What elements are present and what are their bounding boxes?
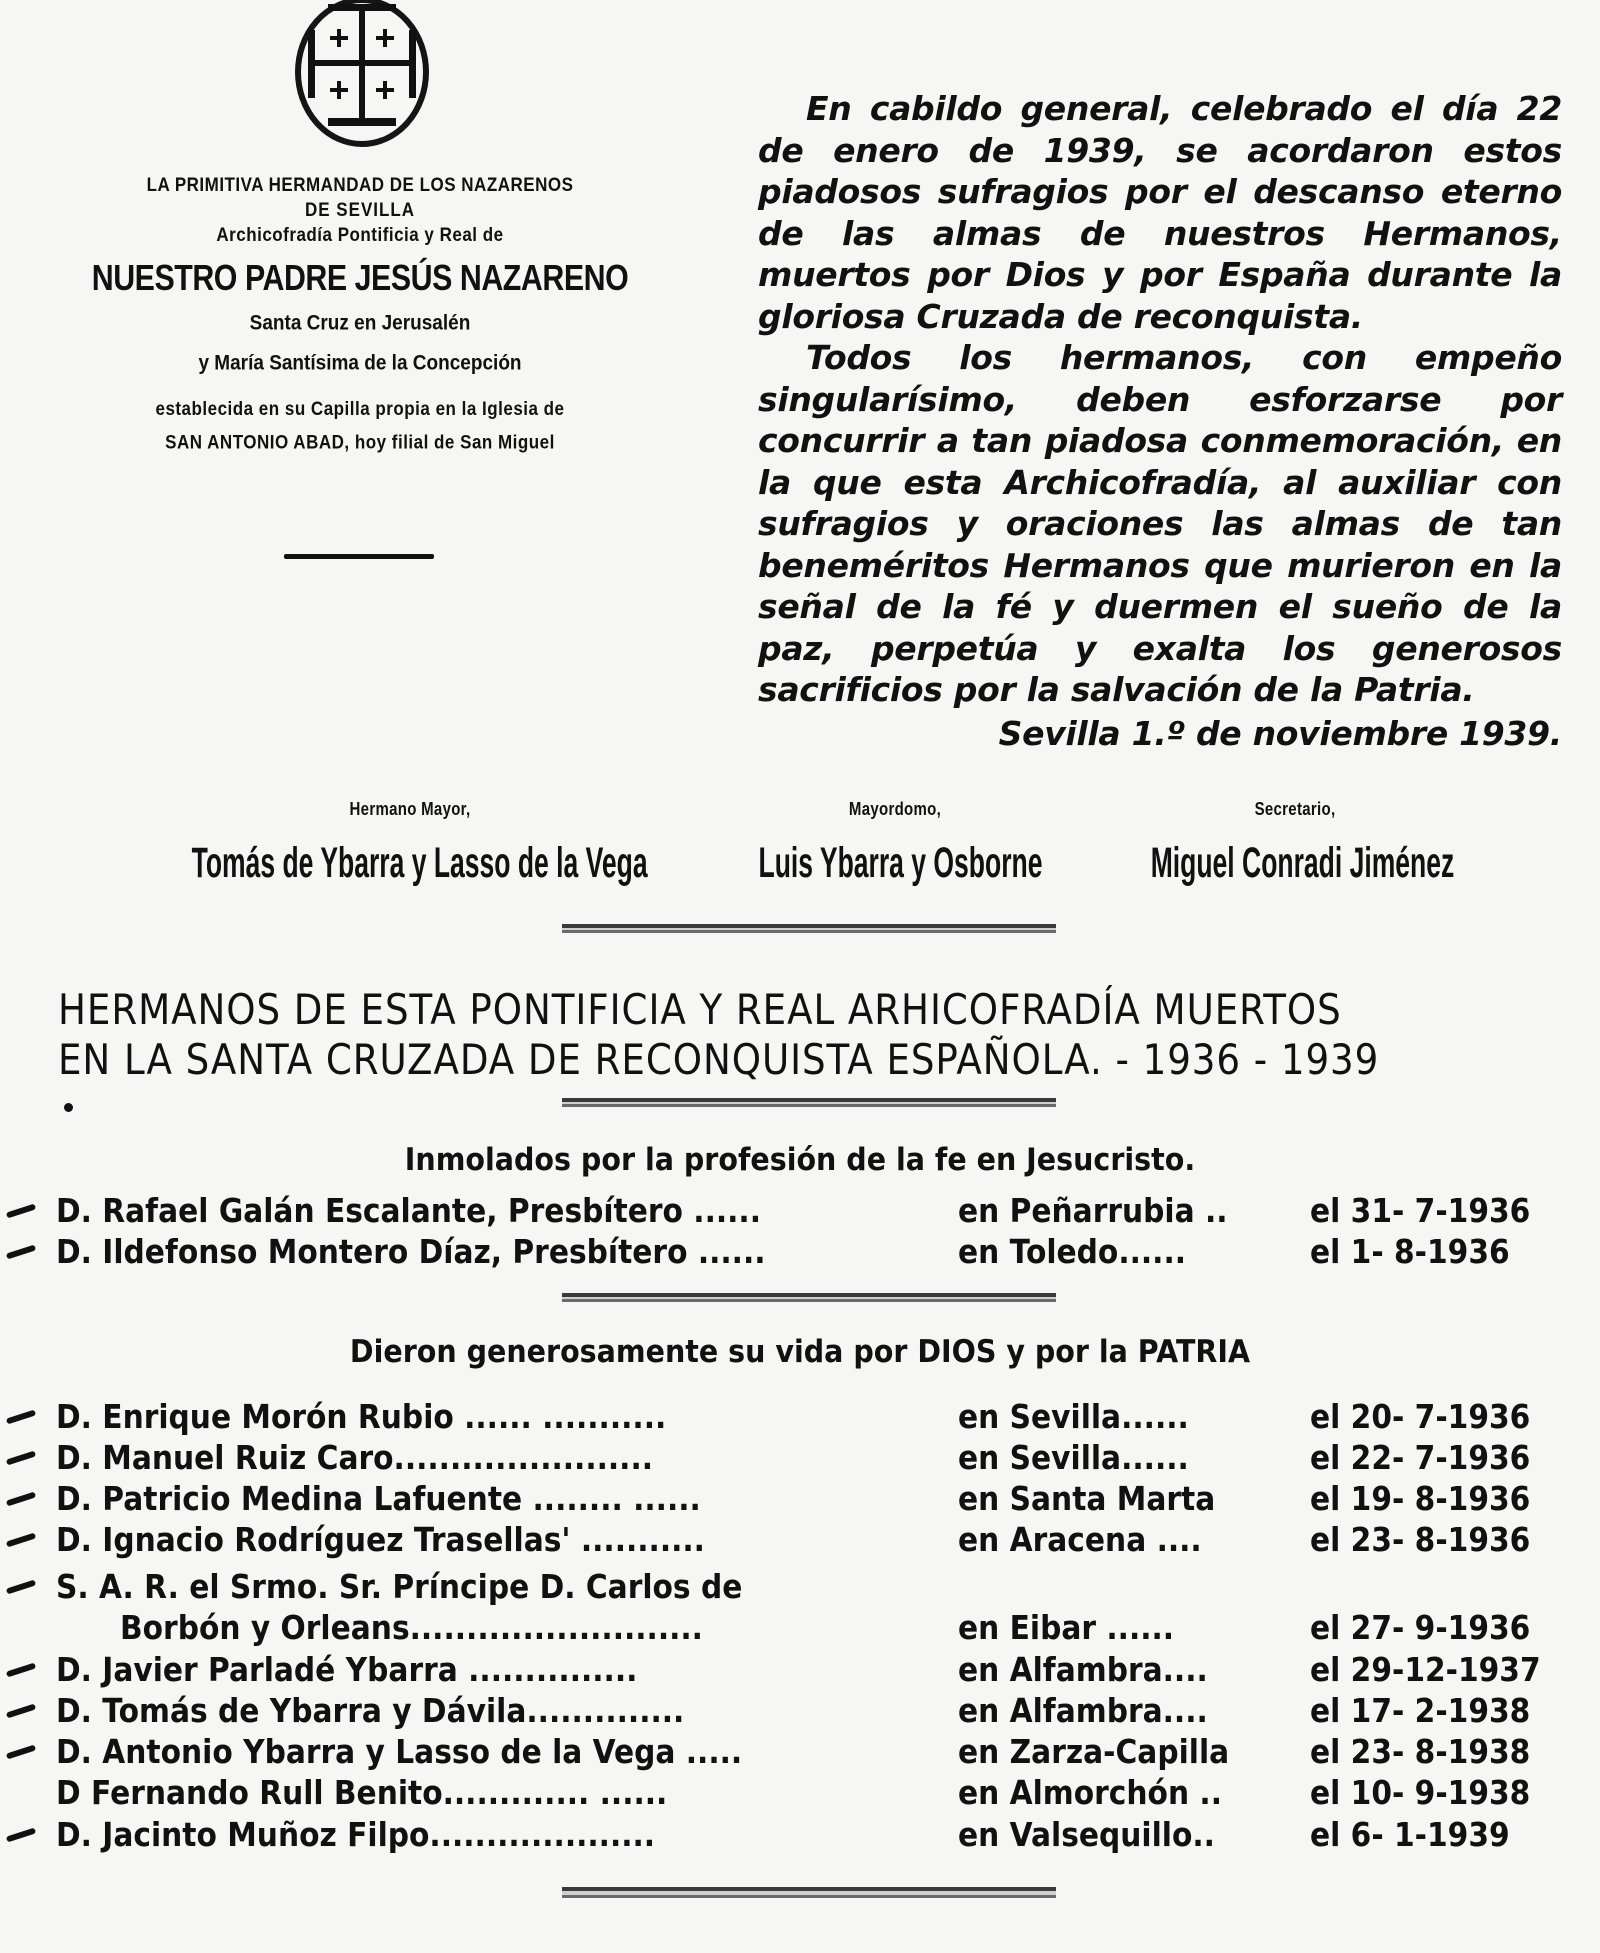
check-mark-icon [6,1533,36,1548]
cross-icon [278,0,446,150]
death-date: el 20- 7-1936 [1310,1397,1531,1436]
person-name: D. Manuel Ruiz Caro....................... [56,1438,654,1477]
death-place: en Alfambra.... [958,1650,1208,1689]
brotherhood-seat-2: SAN ANTONIO ABAD, hoy filial de San Miguel [165,431,555,454]
check-mark-icon [6,1451,36,1466]
check-mark-icon [6,1245,36,1260]
check-mark-icon [6,1580,36,1595]
check-mark-icon [6,1492,36,1507]
person-name: D. Ildefonso Montero Díaz, Presbítero ...... [56,1232,766,1271]
person-name: D. Ignacio Rodríguez Trasellas' ........... [56,1520,705,1559]
memorial-heading [58,985,1453,1086]
brotherhood-header [40,172,680,457]
death-date: el 27- 9-1936 [1310,1608,1531,1647]
person-name: D. Javier Parladé Ybarra ............... [56,1650,638,1689]
list-item [0,1190,1600,1231]
signatory-role: Hermano Mayor, [349,799,471,820]
list-item [0,1519,1600,1560]
list-item [0,1690,1600,1731]
death-date: el 22- 7-1936 [1310,1438,1531,1477]
person-name: D. Rafael Galán Escalante, Presbítero ...... [56,1191,761,1230]
divider [562,1887,1056,1898]
list-item [0,1649,1600,1690]
announcement-paragraph-2: Todos los hermanos, con empeño singularísimo, deben esforzarse por concurrir a tan piadosa conmemoración, en la que esta Archicofradía, al auxiliar con sufragios y oraciones las almas de tan beneméritos Hermanos que murieron en la señal de la fé y duermen el sueño de la paz, perpetúa y exalta los generosos sacrificios por la salvación de la Patria. [758,338,1562,709]
divider [562,1293,1056,1302]
brotherhood-title-line: Archicofradía Pontificia y Real de [216,223,504,246]
death-date: el 10- 9-1938 [1310,1773,1531,1812]
death-place: en Aracena .... [958,1520,1202,1559]
section-title-fallen: Dieron generosamente su vida por DIOS y por la PATRIA [349,1334,1251,1370]
memorial-heading-line-2: EN LA SANTA CRUZADA DE RECONQUISTA ESPAÑOLA. - 1936 - 1939 [58,1036,1380,1085]
memorial-heading-line-1: HERMANOS DE ESTA PONTIFICIA Y REAL ARHICOFRADÍA MUERTOS [58,986,1342,1035]
list-item [0,1772,1600,1813]
divider [284,554,434,559]
ink-mark [64,1103,73,1112]
signatory-3 [1110,800,1480,888]
list-item [0,1814,1600,1855]
announcement-text [758,88,1562,754]
check-mark-icon [6,1204,36,1219]
list-item [0,1566,1600,1607]
section-title-martyrs: Inmolados por la profesión de la fe en Jesucristo. [404,1142,1196,1178]
death-date: el 1- 8-1936 [1310,1232,1510,1271]
death-date: el 29-12-1937 [1310,1650,1541,1689]
check-mark-icon [6,1828,36,1843]
death-place: en Toledo...... [958,1232,1187,1271]
signatory-2 [720,800,1070,888]
signatory-name: Tomás de Ybarra y Lasso de la Vega [191,839,648,887]
brotherhood-title-main: NUESTRO PADRE JESÚS NAZARENO [91,257,629,298]
announcement-paragraph-1: En cabildo general, celebrado el día 22 de enero de 1939, se acordaron estos piadosos sufragios por el descanso eterno de las almas de nuestros Hermanos, muertos por Dios y por España durante la gloriosa Cruzada de reconquista. [758,89,1562,336]
check-mark-icon [6,1410,36,1425]
list-item [0,1437,1600,1478]
death-place: en Eibar ...... [958,1608,1175,1647]
brotherhood-subtitle-1: Santa Cruz en Jerusalén [249,311,471,335]
death-place: en Sevilla...... [958,1397,1189,1436]
signatory-name: Miguel Conradi Jiménez [1150,839,1455,887]
person-name: S. A. R. el Srmo. Sr. Príncipe D. Carlos de [56,1567,743,1606]
brotherhood-subtitle-2: y María Santísima de la Concepción [198,351,522,375]
death-date: el 17- 2-1938 [1310,1691,1531,1730]
list-item [0,1478,1600,1519]
death-date: el 19- 8-1936 [1310,1479,1531,1518]
death-place: en Almorchón .. [958,1773,1222,1812]
list-item-continuation [0,1607,1600,1648]
divider [562,924,1056,933]
death-date: el 23- 8-1938 [1310,1732,1531,1771]
check-mark-icon [6,1704,36,1719]
brotherhood-seat-1: establecida en su Capilla propia en la Iglesia de [155,397,565,420]
person-name: D. Tomás de Ybarra y Dávila.............. [56,1691,685,1730]
signatory-1 [130,800,690,888]
death-date: el 23- 8-1936 [1310,1520,1531,1559]
check-mark-icon [6,1745,36,1760]
place-date-signature: Sevilla 1.º de noviembre 1939. [998,713,1562,753]
death-date: el 6- 1-1939 [1310,1815,1510,1854]
person-name: D. Antonio Ybarra y Lasso de la Vega ..... [56,1732,743,1771]
jerusalem-cross-emblem [278,0,446,150]
brotherhood-city: DE SEVILLA [304,198,416,221]
person-name: D Fernando Rull Benito............. ...... [56,1773,668,1812]
person-name: D. Patricio Medina Lafuente ........ ...... [56,1479,701,1518]
signatory-name: Luis Ybarra y Osborne [758,839,1043,887]
signatory-role: Mayordomo, [848,799,942,820]
list-item [0,1396,1600,1437]
signatory-role: Secretario, [1254,799,1336,820]
person-name: D. Enrique Morón Rubio ...... ........... [56,1397,667,1436]
death-place: en Alfambra.... [958,1691,1208,1730]
list-item [0,1731,1600,1772]
death-place: en Valsequillo.. [958,1815,1215,1854]
death-place: en Sevilla...... [958,1438,1189,1477]
death-place: en Santa Marta [958,1479,1216,1518]
death-date: el 31- 7-1936 [1310,1191,1531,1230]
check-mark-icon [6,1663,36,1678]
divider [562,1098,1056,1107]
brotherhood-name: LA PRIMITIVA HERMANDAD DE LOS NAZARENOS [146,173,574,196]
death-place: en Zarza-Capilla [958,1732,1230,1771]
person-name-continued: Borbón y Orleans.......................... [120,1608,703,1647]
death-place: en Peñarrubia .. [958,1191,1228,1230]
list-item [0,1231,1600,1272]
person-name: D. Jacinto Muñoz Filpo.................... [56,1815,656,1854]
